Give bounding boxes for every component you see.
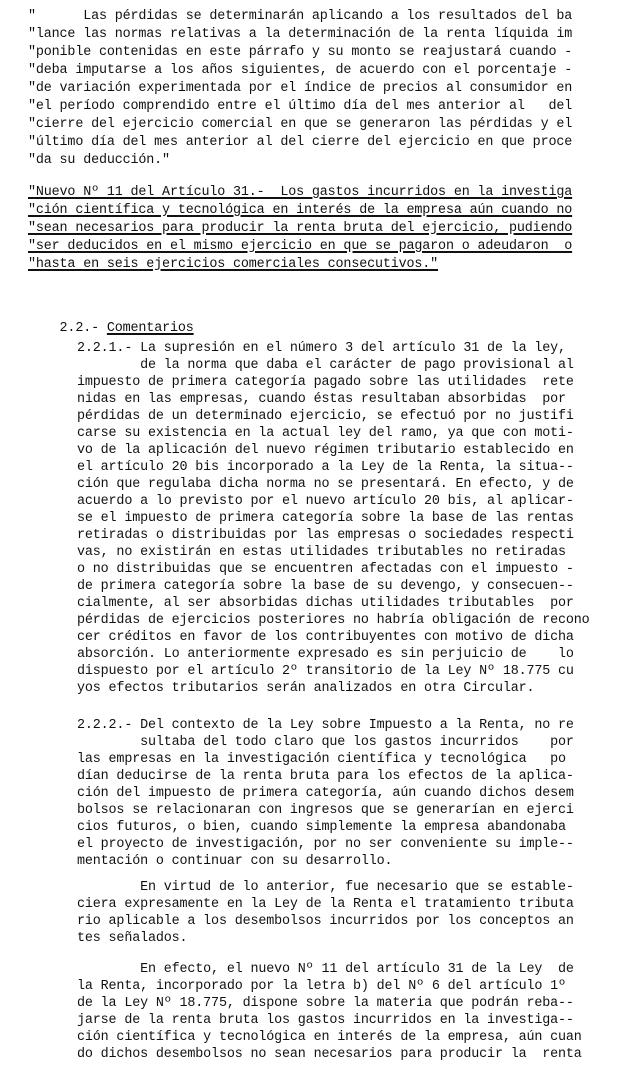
text-line: yos efectos tributarios serán analizados en otra Circular.: [77, 681, 535, 696]
text-line: la Renta, incorporado por la letra b) del Nº 6 del artículo 1º: [77, 979, 566, 994]
underlined-text-line: "ción científica y tecnológica en interés de la empresa aún cuando no: [28, 203, 573, 218]
text-line: retiradas o distribuidas por las empresas o sociedades respecti: [77, 528, 574, 543]
text-line: sultaba del todo claro que los gastos incurridos por: [77, 735, 574, 750]
text-line: "último día del mes anterior al del cierre del ejercicio en que proce: [28, 135, 573, 150]
text-line: "el período comprendido entre el último día del mes anterior al del: [28, 99, 573, 114]
text-line: do dichos desembolsos no sean necesarios para producir la renta: [77, 1047, 582, 1062]
text-line: dían deducirse de la renta bruta para los efectos de la aplica-: [77, 769, 574, 784]
text-line: vo de la aplicación del nuevo régimen tributario establecido en: [77, 443, 574, 458]
text-line: "da su deducción.": [28, 153, 170, 168]
section-title: Comentarios: [106, 321, 194, 336]
text-line: "ponible contenidas en este párrafo y su monto se reajustará cuando -: [28, 45, 573, 60]
text-line: cialmente, al ser absorbidas dichas utilidades tributables por: [77, 596, 574, 611]
text-line: "de variación experimentada por el índice de precios al consumidor en: [28, 81, 573, 96]
text-line: o no distribuidas que se encuentren afectadas con el impuesto -: [77, 562, 574, 577]
underlined-text-line: "hasta en seis ejercicios comerciales consecutivos.": [28, 257, 439, 272]
text-line: impuesto de primera categoría pagado sobre las utilidades rete: [77, 375, 574, 390]
text-line: En virtud de lo anterior, fue necesario que se estable-: [77, 880, 574, 895]
underlined-text-line: "sean necesarios para producir la renta bruta del ejercicio, pudiendo: [28, 221, 573, 236]
text-line: " Las pérdidas se determinarán aplicando a los resultados del ba: [28, 9, 573, 24]
underlined-text-line: "Nuevo Nº 11 del Artículo 31.- Los gastos incurridos en la investiga: [28, 185, 573, 200]
text-line: jarse de la renta bruta los gastos incurridos en la investiga--: [77, 1013, 574, 1028]
text-line: se el impuesto de primera categoría sobre la base de las rentas: [77, 511, 574, 526]
text-line: "cierre del ejercicio comercial en que se generaron las pérdidas y el: [28, 117, 573, 132]
section-number: 2.2.-: [59, 321, 99, 336]
text-line: el proyecto de investigación, por no ser conveniente su imple--: [77, 837, 574, 852]
text-line: bolsos se relacionaran con ingresos que se generarían en ejerci: [77, 803, 574, 818]
text-line: las empresas en la investigación científica y tecnológica po: [77, 752, 566, 767]
text-line: 2.2.2.- Del contexto de la Ley sobre Impuesto a la Renta, no re: [77, 718, 574, 733]
underlined-text-line: "ser deducidos en el mismo ejercicio en que se pagaron o adeudaron o: [28, 239, 573, 254]
text-line: mentación o continuar con su desarrollo.: [77, 854, 393, 869]
text-line: "lance las normas relativas a la determinación de la renta líquida im: [28, 27, 573, 42]
text-line: ción del impuesto de primera categoría, aún cuando dichos desem: [77, 786, 574, 801]
text-line: carse su existencia en la actual ley del ramo, ya que con moti-: [77, 426, 574, 441]
text-line: vas, no existirán en estas utilidades tributables no retiradas: [77, 545, 566, 560]
text-line: cios futuros, o bien, cuando simplemente la empresa abandonaba: [77, 820, 566, 835]
text-line: ción que regulaba dicha norma no se presentará. En efecto, y de: [77, 477, 574, 492]
text-line: pérdidas de un determinado ejercicio, se efectuó por no justifi: [77, 409, 574, 424]
text-line: 2.2.1.- La supresión en el número 3 del artículo 31 de la ley,: [77, 341, 566, 356]
text-line: de la norma que daba el carácter de pago provisional al: [77, 358, 574, 373]
text-line: ciera expresamente en la Ley de la Renta el tratamiento tributa: [77, 897, 574, 912]
text-line: acuerdo a lo previsto por el nuevo artículo 20 bis, al aplicar-: [77, 494, 574, 509]
section-heading: [28, 305, 194, 336]
text-line: pérdidas de ejercicios posteriores no habría obligación de recono: [77, 613, 590, 628]
text-line: de la Ley Nº 18.775, dispone sobre la materia que podrán reba--: [77, 996, 574, 1011]
text-line: "deba imputarse a los años siguientes, de acuerdo con el porcentaje -: [28, 63, 573, 78]
text-line: el artículo 20 bis incorporado a la Ley de la Renta, la situa--: [77, 460, 574, 475]
text-line: ción científica y tecnológica en interés de la empresa, aún cuan: [77, 1030, 582, 1045]
text-line: tes señalados.: [77, 931, 188, 946]
text-line: rio aplicable a los desembolsos incurridos por los conceptos an: [77, 914, 574, 929]
text-line: absorción. Lo anteriormente expresado es sin perjuicio de lo: [77, 647, 574, 662]
text-line: En efecto, el nuevo Nº 11 del artículo 31 de la Ley de: [77, 962, 574, 977]
text-line: cer créditos en favor de los contribuyentes con motivo de dicha: [77, 630, 574, 645]
text-line: nidas en las empresas, cuando éstas resultaban absorbidas por: [77, 392, 566, 407]
text-line: de primera categoría sobre la base de su devengo, y consecuen--: [77, 579, 574, 594]
text-line: dispuesto por el artículo 2º transitorio de la Ley Nº 18.775 cu: [77, 664, 574, 679]
